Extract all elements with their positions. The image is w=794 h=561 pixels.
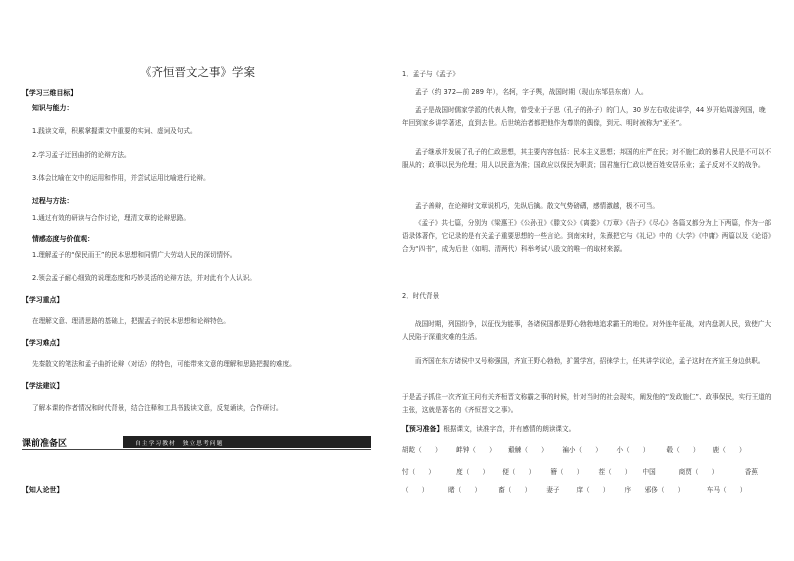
right-para-8: 于是孟子抓住一次齐宣王问有关齐桓晋文称霸之事的时候，针对当时的社会现实，阐发他的“发政施仁”、政事保民，实行王道的主张，这就是著名的《齐恒晋文之事》。 bbox=[402, 393, 772, 414]
fill-item: 胡龁（ ） bbox=[402, 446, 442, 454]
fill-item: 簪（ ） bbox=[550, 468, 584, 476]
section-difficulty-heading: 【学习难点】 bbox=[22, 339, 64, 347]
fill-item: 畜（ ） bbox=[498, 486, 532, 494]
preview-text: 根据课文，读准字音，并有感情的朗读课文。 bbox=[443, 425, 576, 433]
section-method-heading: 【学法建议】 bbox=[22, 382, 64, 390]
right-para-2: 孟子是战国时儒家学派的代表人物，曾受业于子思（孔子的孙子）的门人，30 岁左右收徒讲学，44 岁开始周游列国，晚年回到家乡讲学著述，直到去世。后世统治者都把他作为尊崇的偶像，到元、明时被称为“亚圣”。 bbox=[402, 106, 766, 127]
banner-label: 课前准备区 bbox=[22, 439, 68, 449]
section-preview-heading: 【预习准备】 bbox=[402, 425, 444, 433]
difficulty-text: 先秦散文的笔法和孟子曲折论辩（对话）的特色，可能带来文意的理解和思路把握的难度。 bbox=[32, 360, 296, 368]
fill-item: 衅钟（ ） bbox=[456, 446, 496, 454]
pronunciation-row-3 bbox=[402, 484, 765, 494]
fill-item: 褊小（ ） bbox=[562, 446, 602, 454]
fill-item: 序 bbox=[624, 486, 632, 494]
banner-subtitle: 自主学习教材 独立思考问题 bbox=[135, 441, 224, 447]
right-para-7: 而齐国在东方诸侯中又号称强国，齐宣王野心勃勃，扩置学宫，招徕学士，任其讲学议论，孟子这时在齐宣王身边供职。 bbox=[415, 357, 765, 365]
fill-item: 度（ ） bbox=[456, 468, 490, 476]
right-heading-2: 2．时代背景 bbox=[402, 292, 440, 300]
fill-item: 茬（ ） bbox=[598, 468, 632, 476]
fill-item: 车马（ ） bbox=[706, 486, 747, 494]
goal-e2: 2.领会孟子耐心细致的说理态度和巧妙灵活的论辩方法，并对此有个人认识。 bbox=[32, 274, 256, 282]
fill-item: 妻子 bbox=[546, 486, 560, 494]
goal-k2: 2.学习孟子迂回曲折的论辩方法。 bbox=[32, 151, 131, 159]
banner-divider bbox=[22, 449, 371, 450]
pronunciation-row-2 bbox=[402, 466, 775, 476]
method-text: 了解本课的作者情况和时代背景，结合注释和工具书践读文意，反复诵读，合作研讨。 bbox=[32, 404, 283, 412]
page-title: 《齐恒晋文之事》学案 bbox=[140, 65, 255, 79]
section-know-heading: 【知人论世】 bbox=[22, 486, 64, 494]
pronunciation-row-1 bbox=[402, 444, 753, 454]
preview-line bbox=[402, 425, 575, 433]
banner-bar bbox=[123, 436, 371, 448]
sub-process-heading: 过程与方法： bbox=[32, 197, 74, 205]
section-goals-heading: 【学习三维目标】 bbox=[22, 89, 78, 97]
goal-k3: 3.体会比喻在文中的运用和作用，并尝试运用比喻进行论辩。 bbox=[32, 174, 210, 182]
fill-item: 毂（ ） bbox=[666, 446, 700, 454]
fill-item: 便（ ） bbox=[502, 468, 536, 476]
sub-knowledge-heading: 知识与能力： bbox=[32, 104, 74, 112]
fill-item: （ ） bbox=[402, 486, 429, 494]
right-para-4: 孟子善辩，在论辩时文章说机巧，先纵后擒。散文气势磅礴，感情激越，极不可当。 bbox=[415, 202, 659, 210]
fill-item: 鹿（ ） bbox=[712, 446, 746, 454]
goal-e1: 1.理解孟子的“保民而王”的民本思想和同情广大劳动人民的深切情怀。 bbox=[32, 251, 237, 259]
fill-item: 觳觫（ ） bbox=[508, 446, 548, 454]
fill-item: 香蕉 bbox=[744, 468, 758, 476]
goal-k1: 1.践读文章，积累掌握课文中重要的实词、虚词及句式。 bbox=[32, 127, 197, 135]
section-key-heading: 【学习重点】 bbox=[22, 296, 64, 304]
right-para-1: 孟子（约 372—前 289 年），名轲，字子舆，战国时期（现山东邹县东南）人。 bbox=[415, 88, 648, 96]
goal-p1: 1.通过有效的研读与合作讨论，理清文章的论辩思路。 bbox=[32, 214, 190, 222]
fill-item: 睹（ ） bbox=[448, 486, 482, 494]
sub-emotion-heading: 情感态度与价值观： bbox=[32, 235, 95, 243]
fill-item: 商贾（ ） bbox=[678, 468, 719, 476]
key-text: 在理解文意、理清思路的基础上，把握孟子的民本思想和论辩特色。 bbox=[32, 317, 230, 325]
fill-item: 庠（ ） bbox=[576, 486, 610, 494]
right-para-6: 战国时期，列国纷争，以征伐为能事，各诸侯国都是野心勃勃地追求霸王的地位。对外连年征战，对内盘剥人民，致使广大人民陷于深重灾难的生活。 bbox=[402, 320, 772, 341]
right-para-3: 孟子继承并发展了孔子的仁政思想，其主要内容包括：民本主义思想；邦国的庄严在民；对不施仁政的暴君人民是不可以不服从的；政事以民为伦理；用人以民意为准；国政应以保民为职责；国君施行仁政以使百姓安居乐业；孟子反对不义的战争。 bbox=[402, 148, 772, 169]
right-para-5: 《孟子》共七篇，分别为《梁惠王》《公孙丑》《滕文公》《离娄》《万章》《告子》《尽心》各篇又都分为上下两篇，作为一部语录体著作，它记录的是有关孟子重要思想的一些言论。到南宋时，朱熹把它与《礼记》中的《大学》《中庸》两篇以及《论语》合为“四书”，成为后世（如明、清两代）科举考试八股文的唯一的取材来源。 bbox=[402, 219, 772, 253]
right-heading-1: 1．孟子与《孟子》 bbox=[402, 70, 459, 78]
fill-item: 中国 bbox=[642, 468, 656, 476]
fill-item: 忖（ ） bbox=[402, 468, 435, 476]
fill-item: 小（ ） bbox=[616, 446, 650, 454]
fill-item: 邪侈（ ） bbox=[644, 486, 685, 494]
